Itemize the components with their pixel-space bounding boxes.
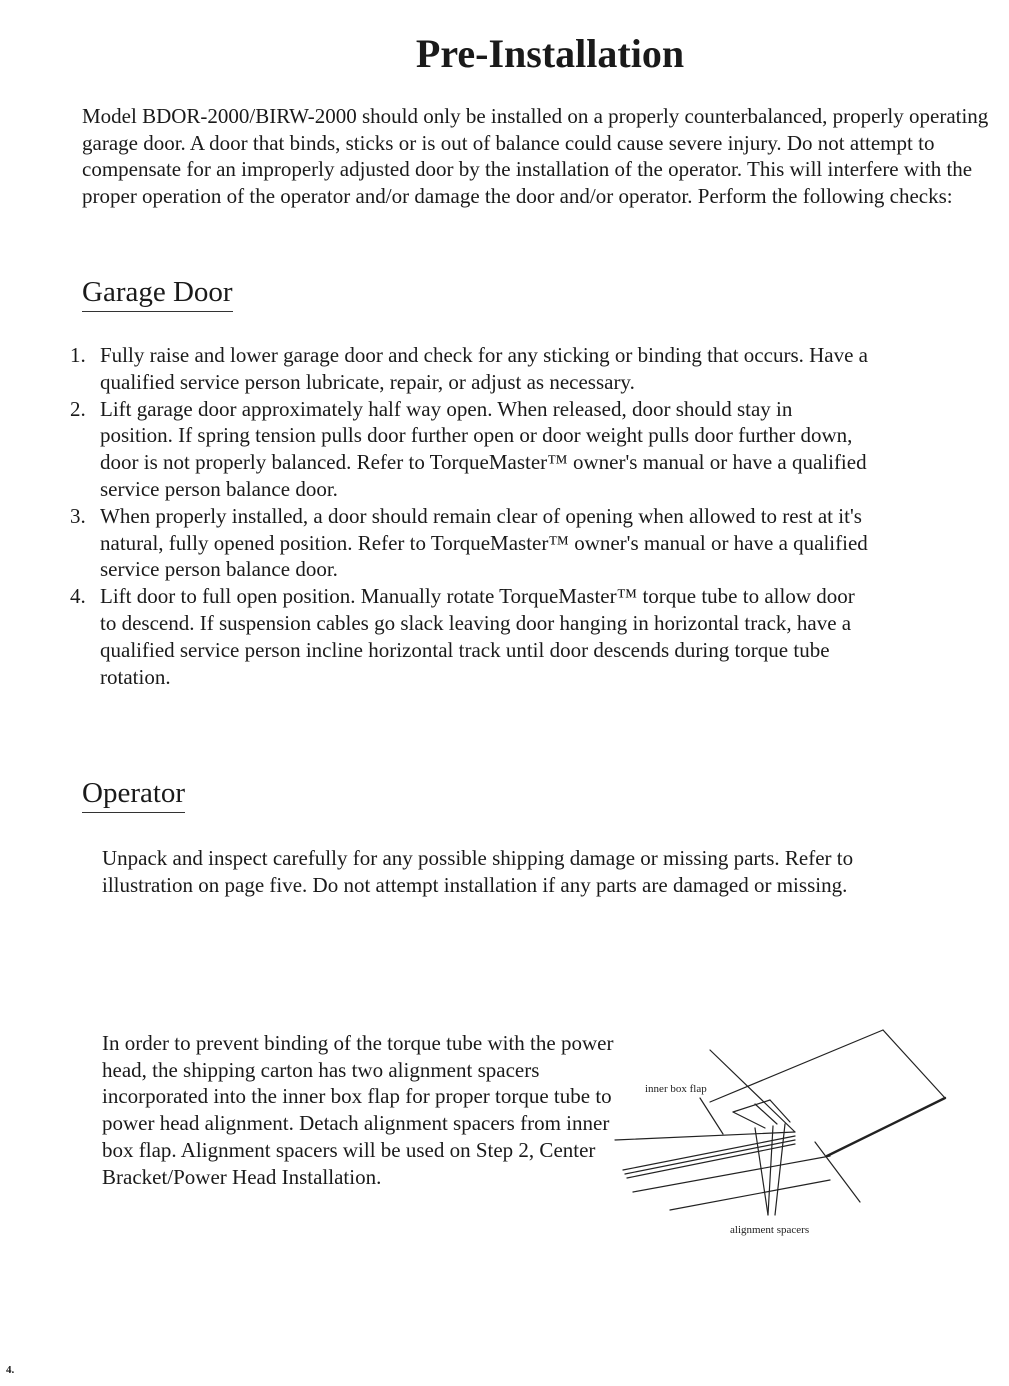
spacer-pointer-line xyxy=(768,1126,773,1215)
alignment-spacer-paragraph: In order to prevent binding of the torque tube with the power head, the shipping carton has two alignment spacers incorporated into the inner box flap for proper torque tube to power head alignment. Detach alignment spacers from inner box flap. Alignment spacers will be used on Step 2, Center Bracket/Power Head Installation. xyxy=(102,1031,614,1189)
intro-paragraph: Model BDOR-2000/BIRW-2000 should only be installed on a properly counterbalanced, properly operating garage door. A door that binds, sticks or is out of balance could cause severe injury. Do not attempt to compensate for an improperly adjusted door by the installation of the operator. This will interfere with the proper operation of the operator and/or damage the door and/or operator. Perform the following checks: xyxy=(82,104,989,208)
spacer-block-edge xyxy=(733,1112,765,1128)
flap-fold-line xyxy=(615,1132,795,1140)
item-number: 3. xyxy=(70,503,86,528)
inner-box-flap-label: inner box flap xyxy=(645,1083,707,1095)
item-number: 2. xyxy=(70,396,86,421)
left-diagonal xyxy=(710,1050,795,1132)
flap-bottom-edge xyxy=(827,1098,945,1156)
tube-line-1 xyxy=(623,1136,795,1170)
checklist-item xyxy=(70,583,870,690)
item-text: When properly installed, a door should remain clear of opening when allowed to rest at it's natural, fully opened position. Refer to TorqueMaster™ owner's manual or have a qualified service person balance door. xyxy=(100,503,868,582)
bottom-edge xyxy=(670,1180,830,1210)
box-flap-illustration xyxy=(605,1020,965,1250)
item-text: Lift door to full open position. Manually rotate TorqueMaster™ torque tube to allow door to descend. If suspension cables go slack leaving door hanging in horizontal track, have a qualified service person incline horizontal track until door descends during torque tube rotation. xyxy=(100,584,855,689)
item-text: Lift garage door approximately half way open. When released, door should stay in position. If spring tension pulls door further open or door weight pulls door further down, door is not properly balanced. Refer to TorqueMaster™ owner's manual or have a qualified service person balance door. xyxy=(100,396,867,501)
item-text: Fully raise and lower garage door and check for any sticking or binding that occurs. Have a qualified service person lubricate, repair, or adjust as necessary. xyxy=(100,343,868,394)
page-title: Pre-Installation xyxy=(415,31,685,76)
operator-heading: Operator xyxy=(82,777,185,813)
spacer-pointer-line xyxy=(755,1128,768,1215)
alignment-spacers-label: alignment spacers xyxy=(730,1224,810,1236)
flap-right-edge xyxy=(883,1030,945,1098)
checklist-item xyxy=(70,503,870,583)
item-number: 4. xyxy=(70,584,86,609)
spacer-block-edge xyxy=(733,1100,770,1112)
checklist-item xyxy=(70,342,870,396)
item-number: 1. xyxy=(70,343,86,367)
tube-line-2 xyxy=(625,1140,795,1174)
checklist-item xyxy=(70,396,870,503)
flap-top-edge xyxy=(710,1030,883,1102)
spacer-block-edge xyxy=(755,1104,777,1124)
spacer-pointer-line xyxy=(775,1124,785,1215)
lower-edge xyxy=(633,1156,830,1192)
garage-door-heading: Garage Door xyxy=(82,276,233,312)
garage-door-checklist xyxy=(70,342,870,690)
page-number: 4. xyxy=(6,1364,15,1376)
flap-pointer-line xyxy=(700,1098,723,1134)
operator-paragraph: Unpack and inspect carefully for any possible shipping damage or missing parts. Refer to illustration on page five. Do not attempt installation if any parts are damaged or missing. xyxy=(102,846,854,897)
